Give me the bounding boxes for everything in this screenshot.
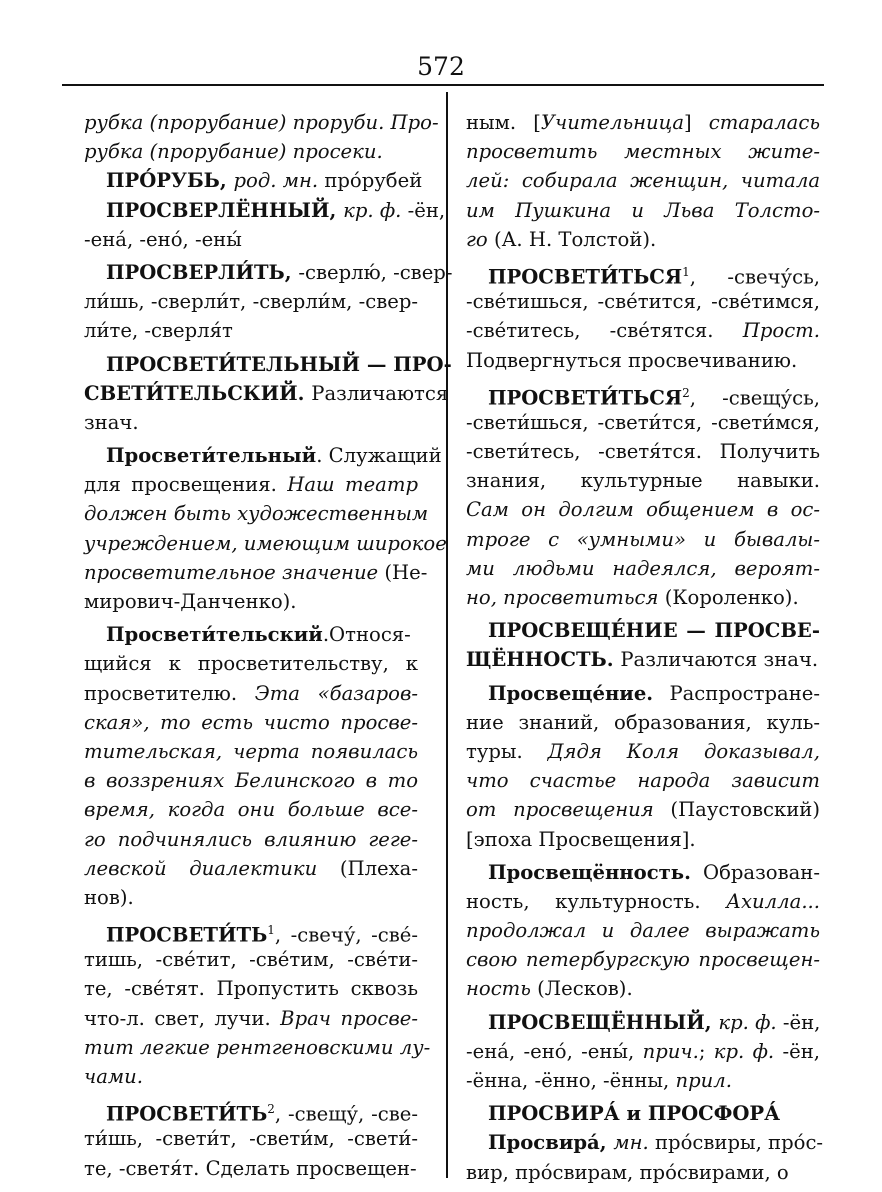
text-segment: ли́те, -сверля́т (84, 319, 233, 343)
text-line (466, 1158, 820, 1187)
text-line (466, 616, 820, 645)
text-line (466, 466, 820, 495)
text-segment: Подвергнуться просвечиванию. (466, 348, 798, 372)
text-segment: Различаются (311, 381, 449, 405)
text-segment: [эпоха Просвещения]. (466, 827, 696, 851)
text-segment: , -свечу́сь, (689, 265, 820, 289)
text-segment: -свети́тесь, -светя́тся. Получить (466, 440, 820, 464)
text-line (84, 225, 418, 254)
text-segment: , -свечу́, -све́- (274, 923, 418, 947)
text-line (466, 137, 820, 166)
text-line (466, 1066, 820, 1095)
text-segment: (Лесков). (537, 977, 633, 1001)
text-segment: ПРОСВЕЩЁННЫЙ, (488, 1010, 719, 1034)
text-line (84, 1004, 418, 1033)
text-segment: (Плеха- (339, 856, 418, 880)
text-line (466, 408, 820, 437)
text-segment: нов). (84, 885, 134, 909)
text-segment: -ена́, -ено́, -ены́ (84, 227, 242, 251)
text-line (466, 258, 820, 287)
text-segment: Сам он долгим общением в ос- (466, 498, 820, 522)
text-segment: (Короленко). (664, 586, 799, 609)
text-segment: го подчинялись влиянию геге- (84, 827, 418, 851)
text-segment: ность (466, 977, 538, 1001)
text-segment: тит легкие рентгеновскими лу- (84, 1035, 431, 1059)
text-line (84, 1154, 418, 1183)
text-segment: го (466, 227, 494, 251)
text-segment: .Относя- (322, 623, 411, 647)
text-line (84, 408, 418, 437)
text-segment: -ена́, -ено́, -ены́, (466, 1039, 643, 1063)
text-segment: но, просветиться (466, 586, 665, 609)
text-line (84, 825, 418, 854)
text-segment: щийся к просветительству, к (84, 652, 418, 676)
text-segment: просветительное значение (84, 560, 385, 584)
text-segment: ние знаний, образования, куль- (466, 710, 820, 734)
text-line (84, 1033, 431, 1062)
text-segment: прил. (675, 1069, 732, 1092)
text-line (466, 108, 820, 137)
text-segment: свою петербургскую просвещен- (466, 948, 820, 972)
text-segment: 2 (682, 385, 690, 400)
text-line (466, 225, 820, 254)
left-column (84, 108, 453, 1183)
text-line (84, 1124, 418, 1153)
text-segment: -све́тишься, -све́тится, -све́тимся, (466, 290, 820, 314)
text-segment: мирович-Данченко). (84, 590, 297, 613)
text-line (466, 679, 820, 708)
text-line (466, 645, 820, 674)
text-segment: те, -светя́т. Сделать просвещен- (84, 1156, 417, 1180)
text-segment: -ён, (407, 198, 446, 222)
text-segment: Просвещённость. (488, 860, 704, 884)
text-segment: ЩЁННОСТЬ. (466, 648, 621, 672)
right-column (466, 108, 824, 1187)
text-line (466, 495, 820, 524)
text-line (466, 525, 820, 554)
text-line (84, 854, 418, 883)
text-segment: -свети́шься, -свети́тся, -свети́мся, (466, 410, 820, 434)
text-segment: -ённа, -ённо, -ённы, (466, 1069, 676, 1092)
text-segment: кр. ф. (718, 1010, 783, 1034)
text-segment: время, когда они больше все- (84, 798, 418, 822)
text-line (84, 766, 418, 795)
text-line (84, 350, 452, 379)
text-line (466, 795, 820, 824)
text-line (84, 916, 418, 945)
text-line (84, 708, 418, 737)
text-segment: ти́шь, -свети́т, -свети́м, -свети́- (84, 1127, 418, 1151)
text-line (84, 441, 442, 470)
text-line (84, 499, 429, 528)
text-segment: чами. (84, 1065, 143, 1088)
text-segment: (А. Н. Толстой). (493, 227, 657, 251)
text-line (84, 196, 446, 225)
text-segment: вир, про́свирам, про́свирами, о (466, 1160, 789, 1184)
text-line (466, 316, 820, 345)
text-line (84, 379, 449, 408)
text-segment: Просвира́, (488, 1131, 614, 1155)
text-segment: СВЕТИ́ТЕЛЬСКИЙ. (84, 381, 312, 405)
text-line (84, 529, 447, 558)
text-line (466, 1037, 820, 1066)
text-line (466, 708, 820, 737)
text-segment: Эта «базаров- (254, 681, 419, 705)
text-line (466, 196, 820, 225)
text-segment: ным. [ (466, 111, 541, 134)
text-segment: Прост. (742, 319, 820, 343)
text-segment: те, -све́тят. Пропустить сквозь (84, 977, 418, 1001)
text-segment: туры. (466, 739, 548, 763)
text-line (84, 883, 418, 912)
text-segment: ПРОСВЕТИ́ТЕЛЬНЫЙ — ПРО- (106, 352, 452, 376)
text-segment: в воззрениях Белинского в то (84, 769, 418, 793)
header-rule (62, 84, 824, 86)
text-line (84, 137, 418, 166)
text-segment: . Служащий (316, 444, 442, 468)
text-line (466, 1128, 824, 1157)
text-line (466, 1099, 820, 1128)
text-line (84, 974, 418, 1003)
text-line (84, 287, 418, 316)
text-segment: Различаются знач. (620, 648, 819, 672)
text-line (466, 916, 820, 945)
text-segment: должен быть художественным (84, 502, 429, 526)
text-segment: что-л. свет, лучи. (84, 1006, 281, 1030)
text-line (466, 766, 820, 795)
text-segment: про́рубей (324, 169, 423, 193)
text-line (466, 858, 820, 887)
text-line (466, 554, 820, 583)
text-segment: -ён, (782, 1039, 820, 1063)
text-segment: учреждением, имеющим широкое (84, 531, 447, 555)
text-segment: ПРОСВЕТИ́ТЬСЯ (488, 386, 683, 410)
text-segment: рубка (прорубание) просеки. (84, 140, 383, 164)
text-segment: Просвеще́ние. (488, 681, 670, 705)
text-line (466, 887, 820, 916)
text-segment: (Паустовский) (670, 798, 820, 822)
text-segment: ПРОСВЕЩЕ́НИЕ — ПРОСВЕ- (488, 619, 820, 643)
column-divider (446, 92, 448, 1178)
text-line (84, 558, 428, 587)
text-segment: старалась (708, 111, 820, 134)
text-segment: , -свещу́, -све- (274, 1102, 418, 1126)
text-segment: 1 (267, 923, 275, 938)
text-line (84, 620, 418, 649)
text-segment: ми людьми надеялся, вероят- (466, 556, 820, 580)
text-line (84, 649, 418, 678)
text-segment: левской диалектики (84, 856, 340, 880)
text-line (466, 974, 820, 1003)
text-segment: ПРОСВИРА́ и ПРОСФОРА́ (488, 1102, 781, 1126)
text-segment: лей: собирала женщин, читала (466, 169, 820, 193)
text-line (84, 737, 418, 766)
text-segment: что счастье народа зависит (466, 769, 820, 793)
page-number: 572 (417, 52, 465, 81)
text-segment: просветителю. (84, 681, 255, 705)
text-segment: -сверлю́, -свер- (298, 260, 453, 284)
text-segment: для просвещения. (84, 473, 288, 497)
text-segment: ская», то есть чисто просве- (84, 710, 418, 734)
text-segment: ПРОСВЕТИ́ТЬ (106, 923, 268, 947)
text-line (84, 587, 418, 616)
text-line (466, 825, 820, 854)
text-segment: ПРО́РУБЬ, (106, 169, 234, 193)
text-segment: продолжал и далее выражать (466, 919, 820, 943)
text-segment: прич. (642, 1039, 699, 1063)
text-segment: просветить местных жите- (466, 140, 820, 164)
text-segment: род. мн. (233, 169, 325, 193)
text-segment: -све́титесь, -све́тятся. (466, 319, 743, 343)
text-segment: ПРОСВЕРЛИ́ТЬ, (106, 260, 299, 284)
text-segment: троге с «умными» и бывалы- (466, 527, 820, 551)
text-segment: ПРОСВЕТИ́ТЬСЯ (488, 265, 683, 289)
text-line (466, 737, 820, 766)
text-segment: -ён, (782, 1010, 821, 1034)
text-line (466, 287, 820, 316)
text-segment: Просвети́тельский (106, 623, 323, 647)
text-line (466, 437, 820, 466)
text-segment: , -свещу́сь, (689, 386, 820, 410)
text-segment: кр. ф. (713, 1039, 783, 1063)
text-segment: Распростране- (669, 681, 820, 705)
text-segment: ПРОСВЕРЛЁННЫЙ, (106, 198, 344, 222)
text-line (84, 945, 418, 974)
text-segment: Просвети́тельный (106, 444, 317, 468)
text-segment: Наш театр (287, 473, 418, 497)
text-segment: знания, культурные навыки. (466, 469, 820, 493)
text-segment: Дядя Коля доказывал, (547, 739, 820, 763)
text-segment: Врач просве- (280, 1006, 418, 1030)
text-line (84, 679, 418, 708)
text-segment: 1 (682, 264, 690, 279)
text-segment: ли́шь, -сверли́т, -сверли́м, -свер- (84, 290, 418, 314)
text-line (466, 945, 820, 974)
text-segment: знач. (84, 410, 139, 434)
text-segment: ность, культурность. (466, 889, 727, 913)
text-line (84, 316, 418, 345)
text-segment: Ахилла... (726, 889, 820, 913)
text-segment: рубка (прорубание) проруби. Про- (84, 111, 439, 134)
text-segment: Образован- (703, 860, 820, 884)
text-segment: 2 (267, 1102, 275, 1117)
text-line (466, 379, 820, 408)
text-line (84, 470, 418, 499)
text-segment: про́свиры, про́с- (655, 1131, 824, 1155)
text-line (84, 108, 439, 137)
text-line (84, 166, 423, 195)
text-segment: им Пушкина и Льва Толсто- (466, 198, 820, 222)
text-segment: ] (684, 111, 709, 134)
text-line (466, 1008, 820, 1037)
text-segment: от просвещения (466, 798, 671, 822)
text-line (466, 346, 820, 375)
text-segment: (Не- (384, 560, 428, 584)
text-segment: тишь, -све́тит, -све́тим, -све́ти- (84, 948, 418, 972)
text-segment: мн. (613, 1131, 655, 1155)
text-segment: кр. ф. (343, 198, 408, 222)
text-line (466, 166, 820, 195)
text-segment: ПРОСВЕТИ́ТЬ (106, 1102, 268, 1126)
text-segment: ; (698, 1039, 714, 1063)
text-line (84, 1062, 418, 1091)
text-segment: Учительница (540, 111, 685, 134)
text-segment: тительская, черта появилась (84, 739, 418, 763)
text-line (84, 795, 418, 824)
text-line (466, 583, 820, 612)
text-line (84, 258, 453, 287)
text-line (84, 1095, 418, 1124)
